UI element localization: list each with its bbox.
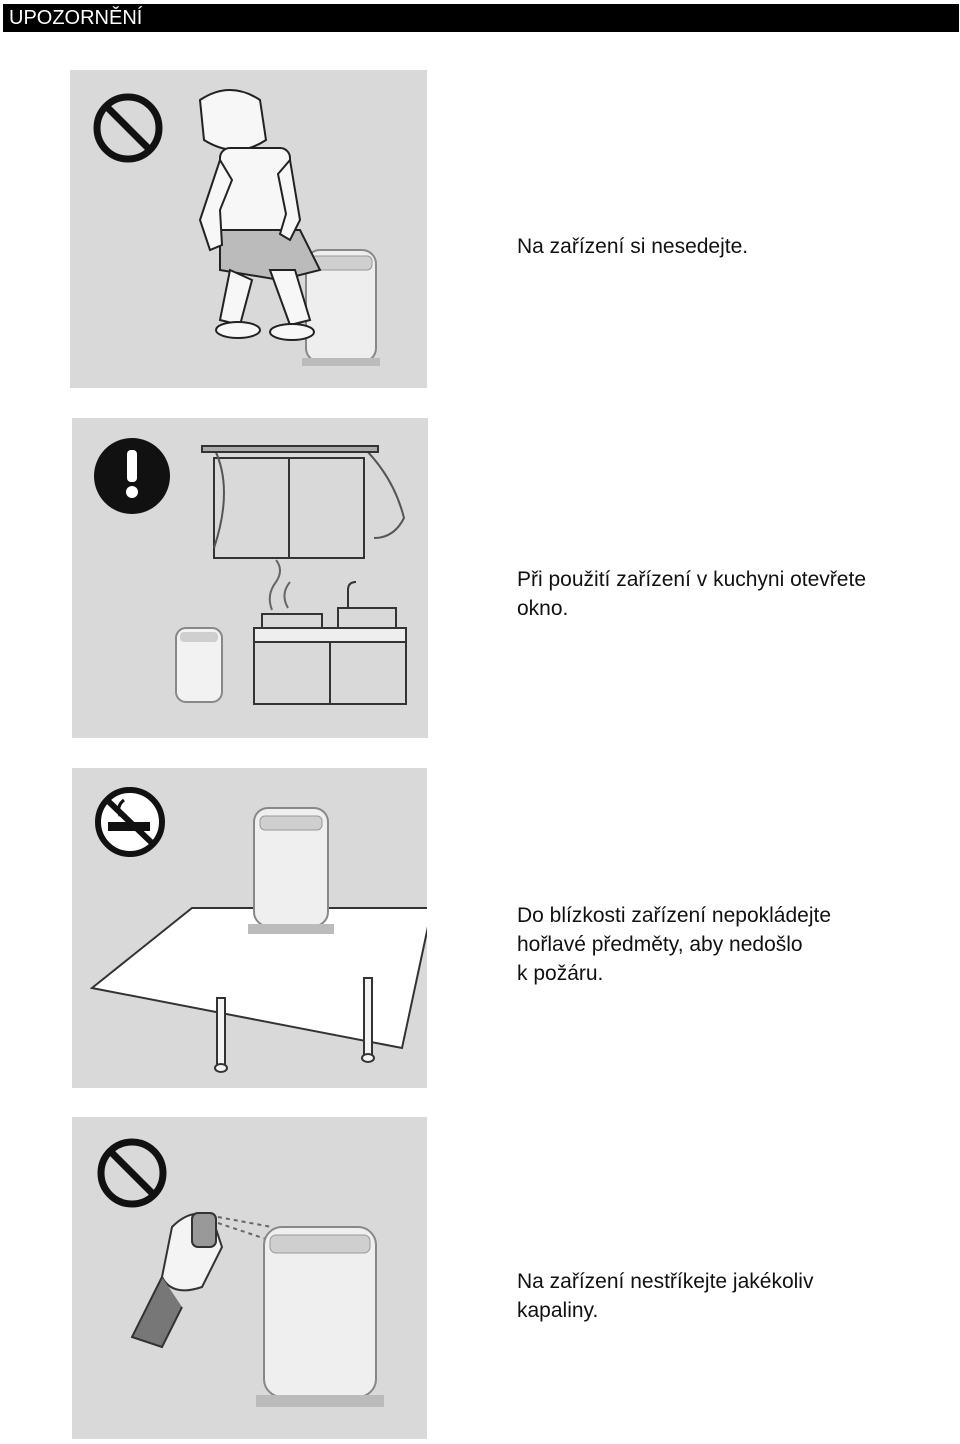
illustration-panel-spray — [72, 1117, 427, 1439]
warning-text: Při použití zařízení v kuchyni otevřete okno. — [517, 568, 866, 620]
exclamation-icon — [94, 438, 170, 514]
warning-text: Na zařízení nestříkejte jakékoliv kapaliny. — [517, 1270, 814, 1322]
kitchen-counter-illustration — [254, 560, 406, 704]
prohibited-icon — [101, 1142, 163, 1204]
purifier-illustration — [256, 1227, 384, 1407]
warning-text: Do blízkosti zařízení nepokládejte hořlavé předměty, aby nedošlo k požáru. — [517, 904, 832, 985]
illustration-panel-table — [72, 768, 427, 1088]
prohibited-icon — [97, 97, 159, 159]
warning-text: Na zařízení si nesedejte. — [517, 235, 749, 258]
boy-illustration — [200, 90, 320, 340]
section-header: UPOZORNĚNÍ — [3, 4, 959, 32]
no-smoking-icon — [98, 790, 162, 854]
illustration-panel-sit — [70, 70, 427, 388]
window-illustration — [202, 446, 404, 558]
illustration-panel-kitchen — [72, 418, 428, 738]
purifier-illustration — [176, 628, 222, 702]
purifier-illustration — [248, 808, 334, 934]
spray-can-illustration — [132, 1213, 272, 1347]
